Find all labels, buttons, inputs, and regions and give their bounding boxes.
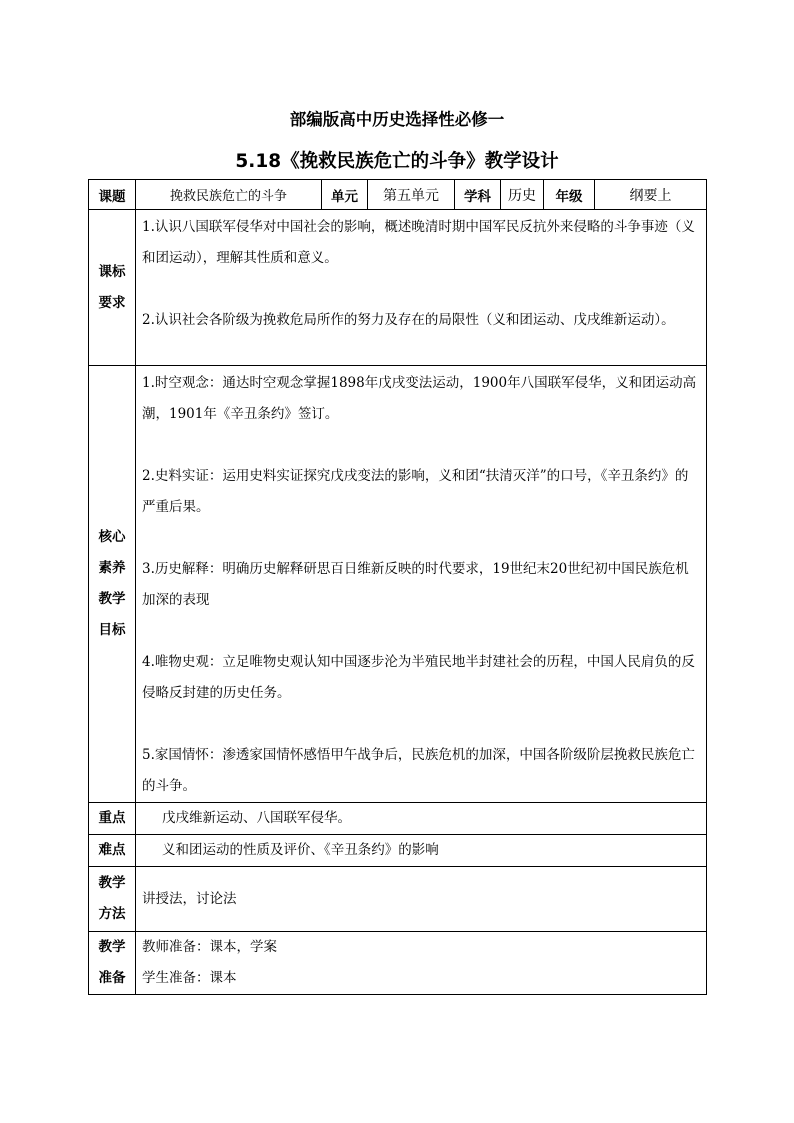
core-item: 2.史料实证：运用史料实证探究戊戌变法的影响，义和团“扶清灭洋”的口号，《辛丑条约》的严重后果。	[142, 468, 689, 515]
spacer	[142, 430, 700, 461]
core-label-line1: 核心	[98, 529, 126, 545]
preparation-label	[89, 932, 136, 995]
spacer	[142, 616, 700, 647]
topic-label: 课题	[89, 180, 136, 210]
lesson-plan-table	[88, 179, 707, 995]
document-subtitle: 5.18《挽救民族危亡的斗争》教学设计	[235, 151, 559, 172]
spacer	[142, 274, 700, 305]
methods-label	[89, 867, 136, 932]
key-points-label: 重点	[89, 803, 136, 835]
key-points-row	[89, 803, 707, 835]
core-row	[89, 366, 707, 803]
methods-label-line2: 方法	[98, 906, 126, 922]
preparation-label-line1: 教学	[98, 939, 126, 955]
unit-label: 单元	[322, 180, 368, 210]
standards-content	[136, 210, 707, 366]
standards-label-line2: 要求	[98, 294, 126, 311]
subject-value: 历史	[501, 180, 544, 210]
standards-label-line1: 课标	[98, 263, 126, 280]
teacher-preparation: 教师准备：课本，学案	[142, 939, 277, 955]
spacer	[142, 523, 700, 554]
document-title: 部编版高中历史选择性必修一	[289, 110, 505, 129]
preparation-label-line2: 准备	[98, 970, 126, 986]
methods-label-line1: 教学	[98, 875, 126, 891]
spacer	[142, 709, 700, 740]
grade-label: 年级	[544, 180, 595, 210]
standards-label	[89, 210, 136, 366]
core-label-line2: 素养	[98, 560, 126, 576]
difficulties-value: 义和团运动的性质及评价、《辛丑条约》的影响	[136, 835, 707, 867]
topic-value: 挽救民族危亡的斗争	[136, 180, 322, 210]
grade-value: 纲要上	[595, 180, 707, 210]
methods-value: 讲授法，讨论法	[136, 867, 707, 932]
core-item: 1.时空观念：通达时空观念掌握1898年戊戌变法运动，1900年八国联军侵华，义和团运动高潮，1901年《辛丑条约》签订。	[142, 375, 697, 422]
core-item: 5.家国情怀：渗透家国情怀感悟甲午战争后，民族危机的加深，中国各阶级阶层挽救民族危亡的斗争。	[142, 747, 695, 794]
header-row	[89, 180, 707, 210]
core-item: 4.唯物史观：立足唯物史观认知中国逐步沦为半殖民地半封建社会的历程，中国人民肩负的反侵略反封建的历史任务。	[142, 654, 695, 701]
key-points-value: 戊戌维新运动、八国联军侵华。	[136, 803, 707, 835]
difficulties-row	[89, 835, 707, 867]
core-label-line4: 目标	[98, 622, 126, 638]
core-label-line3: 教学	[98, 591, 126, 607]
core-content	[136, 366, 707, 803]
methods-row	[89, 867, 707, 932]
standards-row	[89, 210, 707, 366]
difficulties-label: 难点	[89, 835, 136, 867]
preparation-content	[136, 932, 707, 995]
subject-label: 学科	[455, 180, 501, 210]
standards-item: 1.认识八国联军侵华对中国社会的影响，概述晚清时期中国军民反抗外来侵略的斗争事迹（义和团运动），理解其性质和意义。	[142, 219, 695, 266]
core-label	[89, 366, 136, 803]
student-preparation: 学生准备：课本	[142, 970, 237, 986]
standards-item: 2.认识社会各阶级为挽救危局所作的努力及存在的局限性（义和团运动、戊戌维新运动）。	[142, 312, 675, 328]
core-item: 3.历史解释：明确历史解释研思百日维新反映的时代要求，19世纪末20世纪初中国民族危机加深的表现	[142, 561, 689, 608]
unit-value: 第五单元	[368, 180, 455, 210]
preparation-row	[89, 932, 707, 995]
